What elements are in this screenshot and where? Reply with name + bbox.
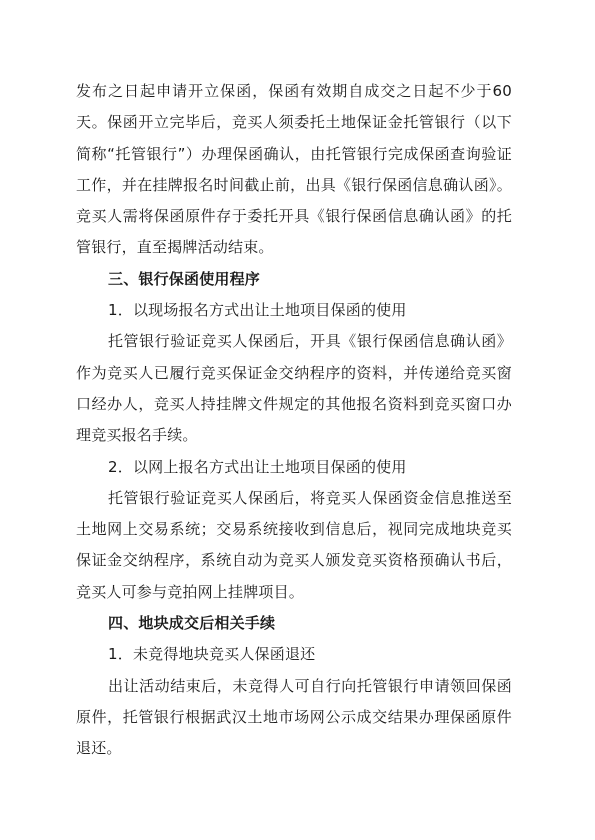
body-paragraph: 出让活动结束后，未竞得人可自行向托管银行申请领回保函原件，托管银行根据武汉土地市场网公示成交结果办理保函原件退还。 <box>76 676 512 758</box>
section-heading: 四、地块成交后相关手续 <box>108 614 276 633</box>
body-paragraph: 发布之日起申请开立保函，保函有效期自成交之日起不少于60天。保函开立完毕后，竞买人须委托土地保证金托管银行（以下简称“托管银行”）办理保函确认，由托管银行完成保函查询验证工作，并在挂牌报名时间截止前，出具《银行保函信息确认函》。竞买人需将保函原件存于委托开具《银行保函信息确认函》的托管银行，直至揭牌活动结束。 <box>76 82 512 257</box>
document-page <box>76 76 512 765</box>
subsection-heading: 2．以网上报名方式出让土地项目保函的使用 <box>108 457 407 476</box>
subsection-heading: 1．以现场报名方式出让土地项目保函的使用 <box>108 301 407 320</box>
body-paragraph: 托管银行验证竞买人保函后，将竞买人保函资金信息推送至土地网上交易系统；交易系统接收到信息后，视同完成地块竞买保证金交纳程序，系统自动为竞买人颁发竞买资格预确认书后，竞买人可参与竞拍网上挂牌项目。 <box>76 488 512 601</box>
section-heading: 三、银行保函使用程序 <box>108 269 261 288</box>
body-paragraph: 托管银行验证竞买人保函后，开具《银行保函信息确认函》作为竞买人已履行竞买保证金交纳程序的资料，并传递给竞买窗口经办人，竞买人持挂牌文件规定的其他报名资料到竞买窗口办理竞买报名手续。 <box>76 332 512 445</box>
subsection-heading: 1．未竞得地块竞买人保函退还 <box>108 645 316 664</box>
